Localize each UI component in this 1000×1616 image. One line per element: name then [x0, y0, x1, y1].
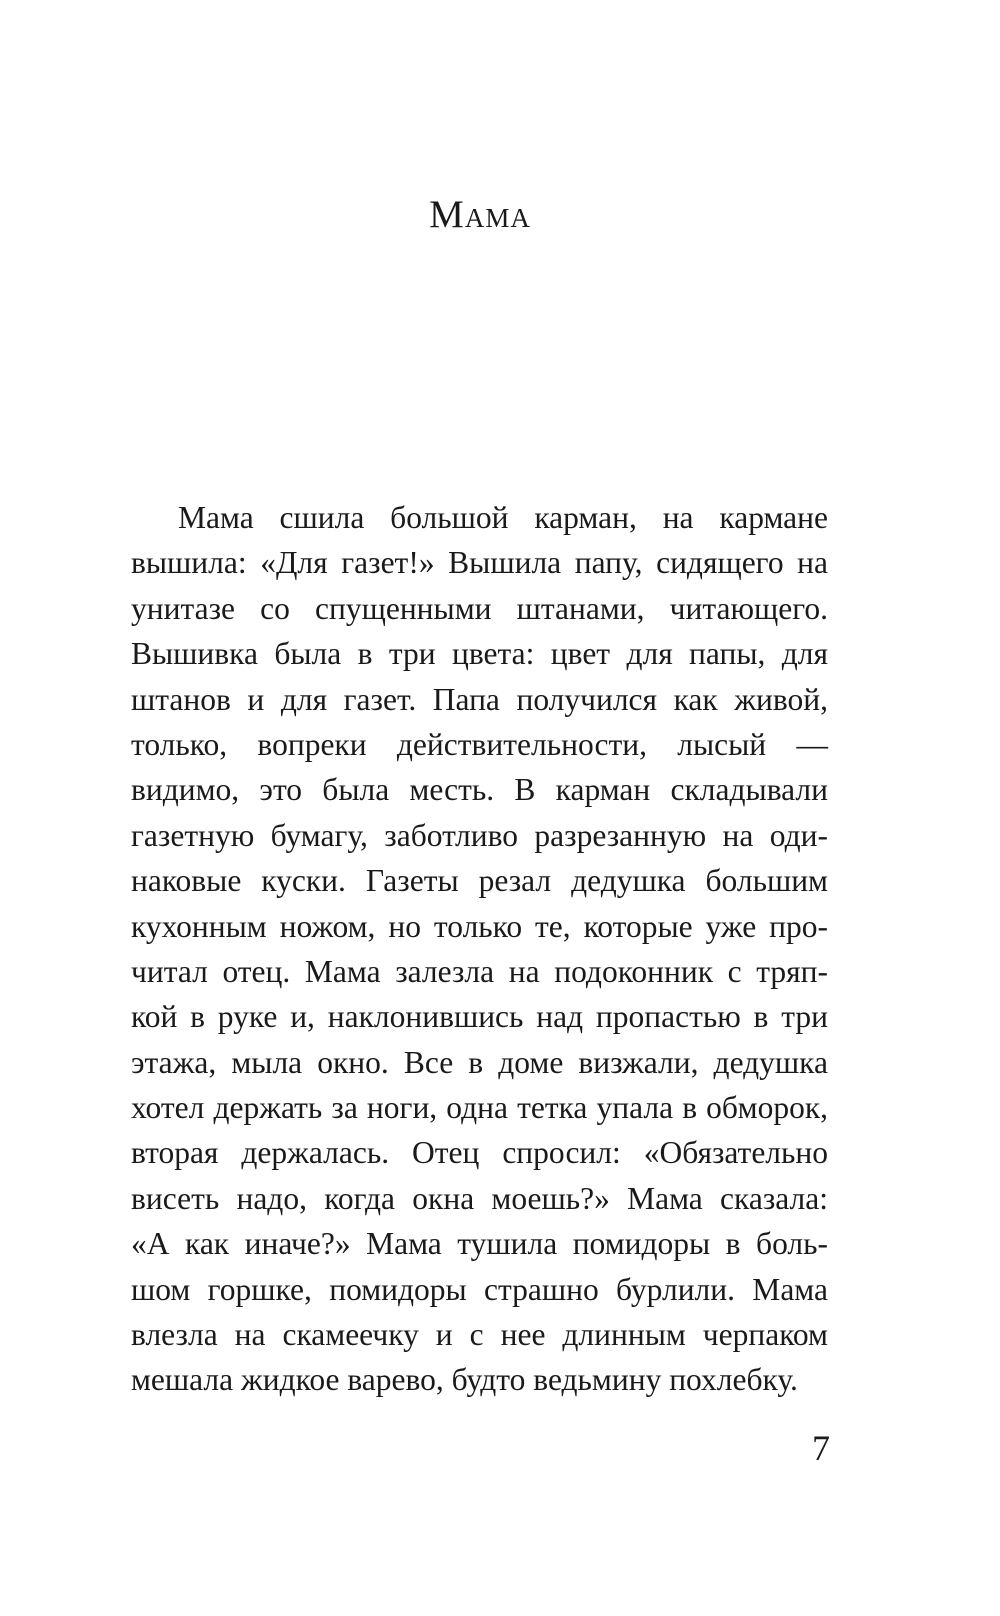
text-line: этажа, мыла окно. Все в доме визжали, дедушка — [131, 1044, 828, 1080]
body-text — [131, 495, 828, 1403]
text-line: газетную бумагу, заботливо разрезанную на оди- — [131, 817, 828, 853]
text-line: мешала жидкое варево, будто ведьмину похлебку. — [131, 1362, 798, 1398]
text-line: хотел держать за ноги, одна тетка упала в обморок, — [131, 1090, 828, 1126]
text-line: только, вопреки действительности, лысый — — [131, 726, 828, 762]
text-line: штанов и для газет. Папа получился как живой, — [131, 681, 828, 717]
text-line: вторая держалась. Отец спросил: «Обязательно — [131, 1135, 828, 1171]
text-line: вышила: «Для газет!» Вышила папу, сидящего на — [131, 545, 828, 581]
text-line: читал отец. Мама залезла на подоконник с тряп- — [131, 953, 828, 989]
text-line: кухонным ножом, но только те, которые уже про- — [131, 908, 828, 944]
text-line: наковые куски. Газеты резал дедушка большим — [131, 863, 828, 899]
text-line: Вышивка была в три цвета: цвет для папы, для — [131, 636, 828, 672]
text-line: влезла на скамеечку и с нее длинным черпаком — [131, 1317, 828, 1353]
text-line: шом горшке, помидоры страшно бурлили. Мама — [131, 1271, 828, 1307]
text-line: висеть надо, когда окна моешь?» Мама сказала: — [131, 1180, 828, 1216]
text-line: Мама сшила большой карман, на кармане — [178, 500, 828, 535]
page-number: 7 — [812, 1428, 830, 1468]
text-line: «А как иначе?» Мама тушила помидоры в боль- — [131, 1226, 828, 1262]
text-line: видимо, это была месть. В карман складывали — [131, 772, 828, 808]
text-line: кой в руке и, наклонившись над пропастью в три — [131, 999, 828, 1035]
chapter-title: Мама — [429, 193, 531, 236]
text-line: унитазе со спущенными штанами, читающего. — [131, 590, 828, 626]
